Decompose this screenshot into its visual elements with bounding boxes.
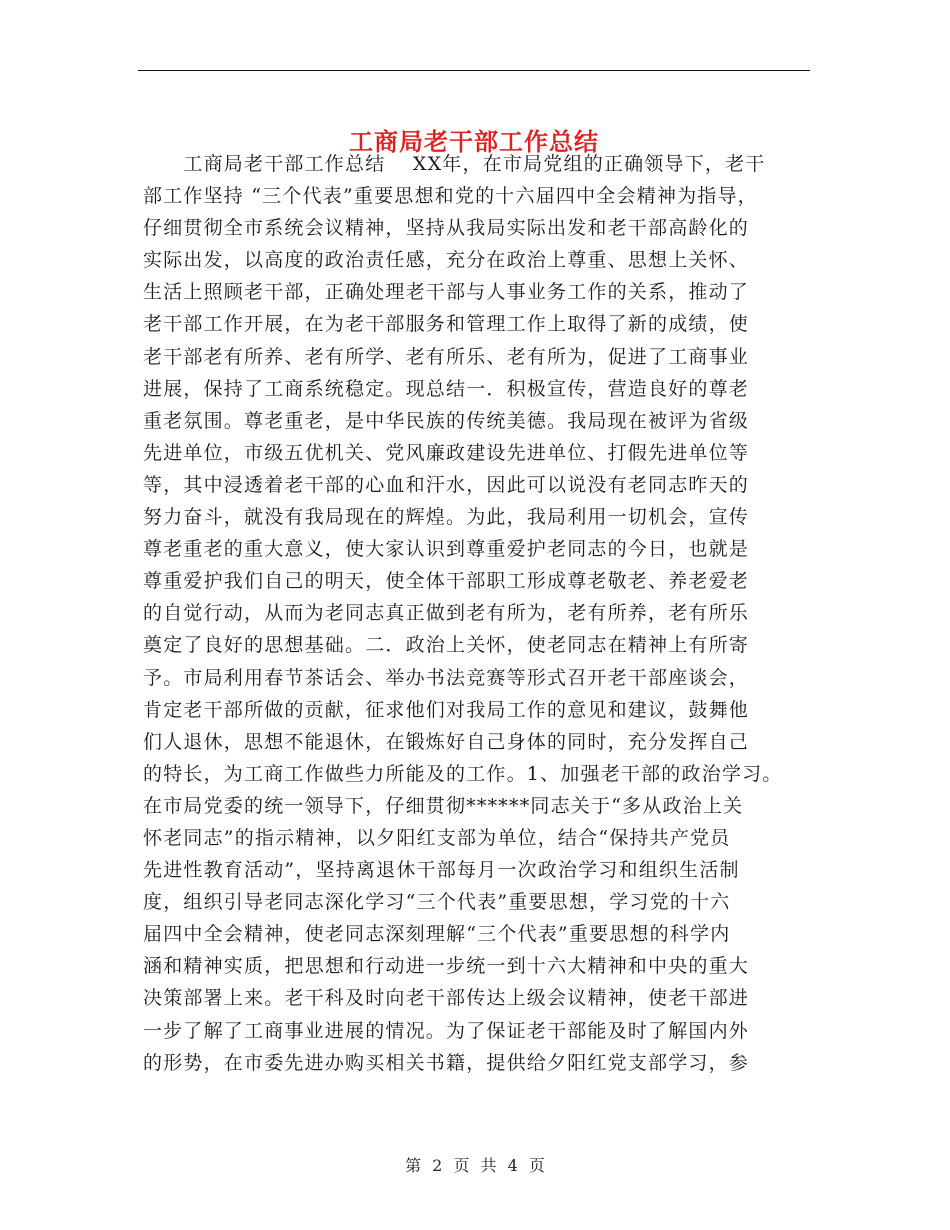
body-line: 重老氛围。尊老重老，是中华民族的传统美德。我局现在被评为省级	[143, 409, 750, 432]
body-line: 涵和精神实质，把思想和行动进一步统一到十六大精神和中央的重大	[143, 955, 750, 978]
body-line: 怀老同志”的指示精神，以夕阳红支部为单位，结合“保持共产党员	[143, 826, 731, 849]
body-line: 肯定老干部所做的贡献，征求他们对我局工作的意见和建议，鼓舞他	[143, 698, 750, 721]
body-line: 生活上照顾老干部，正确处理老干部与人事业务工作的关系，推动了	[143, 281, 750, 304]
body-line: 的形势，在市委先进办购买相关书籍，提供给夕阳红党支部学习，参	[143, 1051, 750, 1074]
header-rule	[138, 70, 810, 71]
body-line: 老干部老有所养、老有所学、老有所乐、老有所为，促进了工商事业	[143, 345, 750, 368]
body-line: 先进单位，市级五优机关、党风廉政建设先进单位、打假先进单位等	[143, 441, 750, 464]
body-line: 仔细贯彻全市系统会议精神，坚持从我局实际出发和老干部高龄化的	[143, 217, 750, 240]
body-line: 工商局老干部工作总结 XX年，在市局党组的正确领导下，老干	[143, 153, 766, 175]
body-line: 予。市局利用春节茶话会、举办书法竞赛等形式召开老干部座谈会，	[143, 666, 750, 689]
body-line: 度，组织引导老同志深化学习“三个代表”重要思想，学习党的十六	[143, 891, 731, 914]
body-line: 的特长，为工商工作做些力所能及的工作。1、加强老干部的政治学习。	[143, 762, 783, 785]
body-line: 们人退休，思想不能退休，在锻炼好自己身体的同时，充分发挥自己	[143, 730, 750, 753]
body-line: 奠定了良好的思想基础。二．政治上关怀，使老同志在精神上有所寄	[143, 634, 750, 657]
body-line: 在市局党委的统一领导下，仔细贯彻******同志关于“多从政治上关	[143, 794, 744, 817]
body-line: 部工作坚持 “三个代表”重要思想和党的十六届四中全会精神为指导，	[143, 185, 758, 208]
body-line: 老干部工作开展，在为老干部服务和管理工作上取得了新的成绩，使	[143, 313, 750, 336]
body-line: 的自觉行动，从而为老同志真正做到老有所为，老有所养，老有所乐	[143, 602, 750, 625]
body-line: 实际出发，以高度的政治责任感，充分在政治上尊重、思想上关怀、	[143, 249, 750, 272]
body-line: 先进性教育活动”，坚持离退休干部每月一次政治学习和组织生活制	[143, 859, 740, 882]
body-line: 届四中全会精神，使老同志深刻理解“三个代表”重要思想的科学内	[143, 923, 731, 946]
document-body	[143, 148, 823, 1079]
body-line: 尊老重老的重大意义，使大家认识到尊重爱护老同志的今日，也就是	[143, 538, 750, 561]
document-title: 工商局老干部工作总结	[349, 127, 599, 157]
body-line: 尊重爱护我们自己的明天，使全体干部职工形成尊老敬老、养老爱老	[143, 570, 750, 593]
body-line: 进展，保持了工商系统稳定。现总结一．积极宣传，营造良好的尊老	[143, 377, 750, 400]
body-line: 努力奋斗，就没有我局现在的辉煌。为此，我局利用一切机会，宣传	[143, 506, 750, 529]
body-line: 一步了解了工商事业进展的情况。为了保证老干部能及时了解国内外	[143, 1019, 750, 1042]
body-line: 等，其中浸透着老干部的心血和汗水，因此可以说没有老同志昨天的	[143, 473, 750, 496]
page-number: 第 2 页 共 4 页	[405, 1156, 545, 1175]
body-line: 决策部署上来。老干科及时向老干部传达上级会议精神，使老干部进	[143, 987, 750, 1010]
